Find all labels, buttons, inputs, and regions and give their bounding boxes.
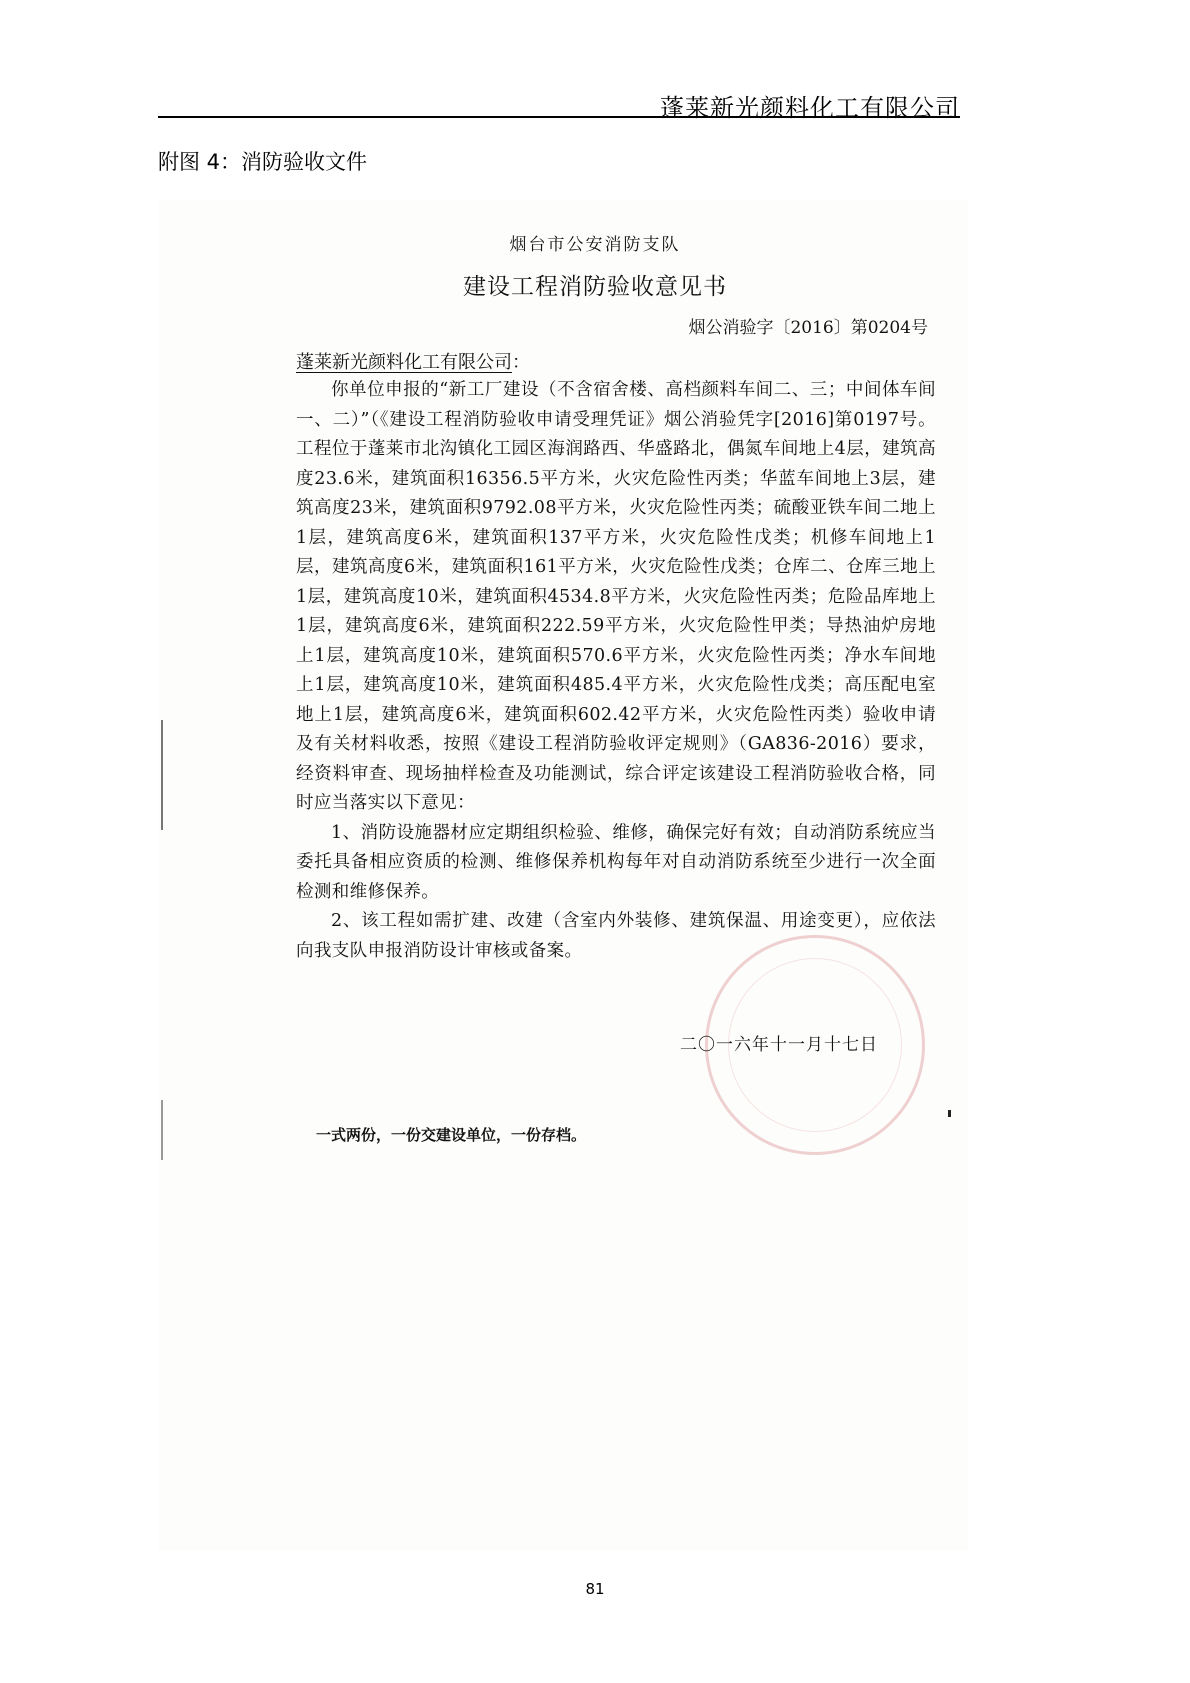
scan-edge-mark <box>161 1100 163 1160</box>
addressee-name: 蓬莱新光颜料化工有限公司 <box>296 352 512 373</box>
body-paragraph-item-2: 2、该工程如需扩建、改建（含室内外装修、建筑保温、用途变更），应依法向我支队申报消防设计审核或备案。 <box>296 911 936 961</box>
body-paragraph-item-1: 1、消防设施器材应定期组织检验、维修，确保完好有效；自动消防系统应当委托具备相应资质的检测、维修保养机构每年对自动消防系统至少进行一次全面检测和维修保养。 <box>296 822 936 902</box>
document-date: 二〇一六年十一月十七日 <box>680 1035 878 1055</box>
appendix-caption: 附图 4：消防验收文件 <box>158 150 368 174</box>
document-issuer: 烟台市公安消防支队 <box>509 235 681 255</box>
body-paragraph-main: 你单位申报的“新工厂建设（不含宿舍楼、高档颜料车间二、三；中间体车间一、二）”（《建设工程消防验收申请受理凭证》烟公消验凭字[2016]第0197号。工程位于蓬莱市北沟镇化工园区海润路西、华盛路北，偶氮车间地上4层，建筑高度23.6米，建筑面积16356.5平方米，火灾危险性丙类；华蓝车间地上3层，建筑高度23米，建筑面积9792.08平方米，火灾危险性丙类；硫酸亚铁车间二地上1层，建筑高度6米，建筑面积137平方米，火灾危险性戊类；机修车间地上1层，建筑高度6米，建筑面积161平方米，火灾危险性戊类；仓库二、仓库三地上1层，建筑高度10米，建筑面积4534.8平方米，火灾危险性丙类；危险品库地上1层，建筑高度6米，建筑面积222.59平方米，火灾危险性甲类；导热油炉房地上1层，建筑高度10米，建筑面积570.6平方米，火灾危险性丙类；净水车间地上1层，建筑高度10米，建筑面积485.4平方米，火灾危险性戊类；高压配电室地上1层，建筑高度6米，建筑面积602.42平方米，火灾危险性丙类）验收申请及有关材料收悉，按照《建设工程消防验收评定规则》（GA836-2016）要求，经资料审查、现场抽样检查及功能测试，综合评定该建设工程消防验收合格，同时应当落实以下意见： <box>296 380 936 813</box>
company-header: 蓬莱新光颜料化工有限公司 <box>660 94 960 122</box>
scan-edge-mark <box>161 720 163 830</box>
scan-speck <box>948 1110 951 1117</box>
document-title: 建设工程消防验收意见书 <box>463 274 727 300</box>
page-number: 81 <box>585 1580 605 1598</box>
addressee-line <box>296 348 530 374</box>
document-body <box>296 376 936 966</box>
document-reference-number: 烟公消验字〔2016〕第0204号 <box>688 318 928 338</box>
addressee-colon: ： <box>512 352 530 373</box>
copies-note: 一式两份，一份交建设单位，一份存档。 <box>316 1126 587 1144</box>
header-divider <box>158 116 960 118</box>
